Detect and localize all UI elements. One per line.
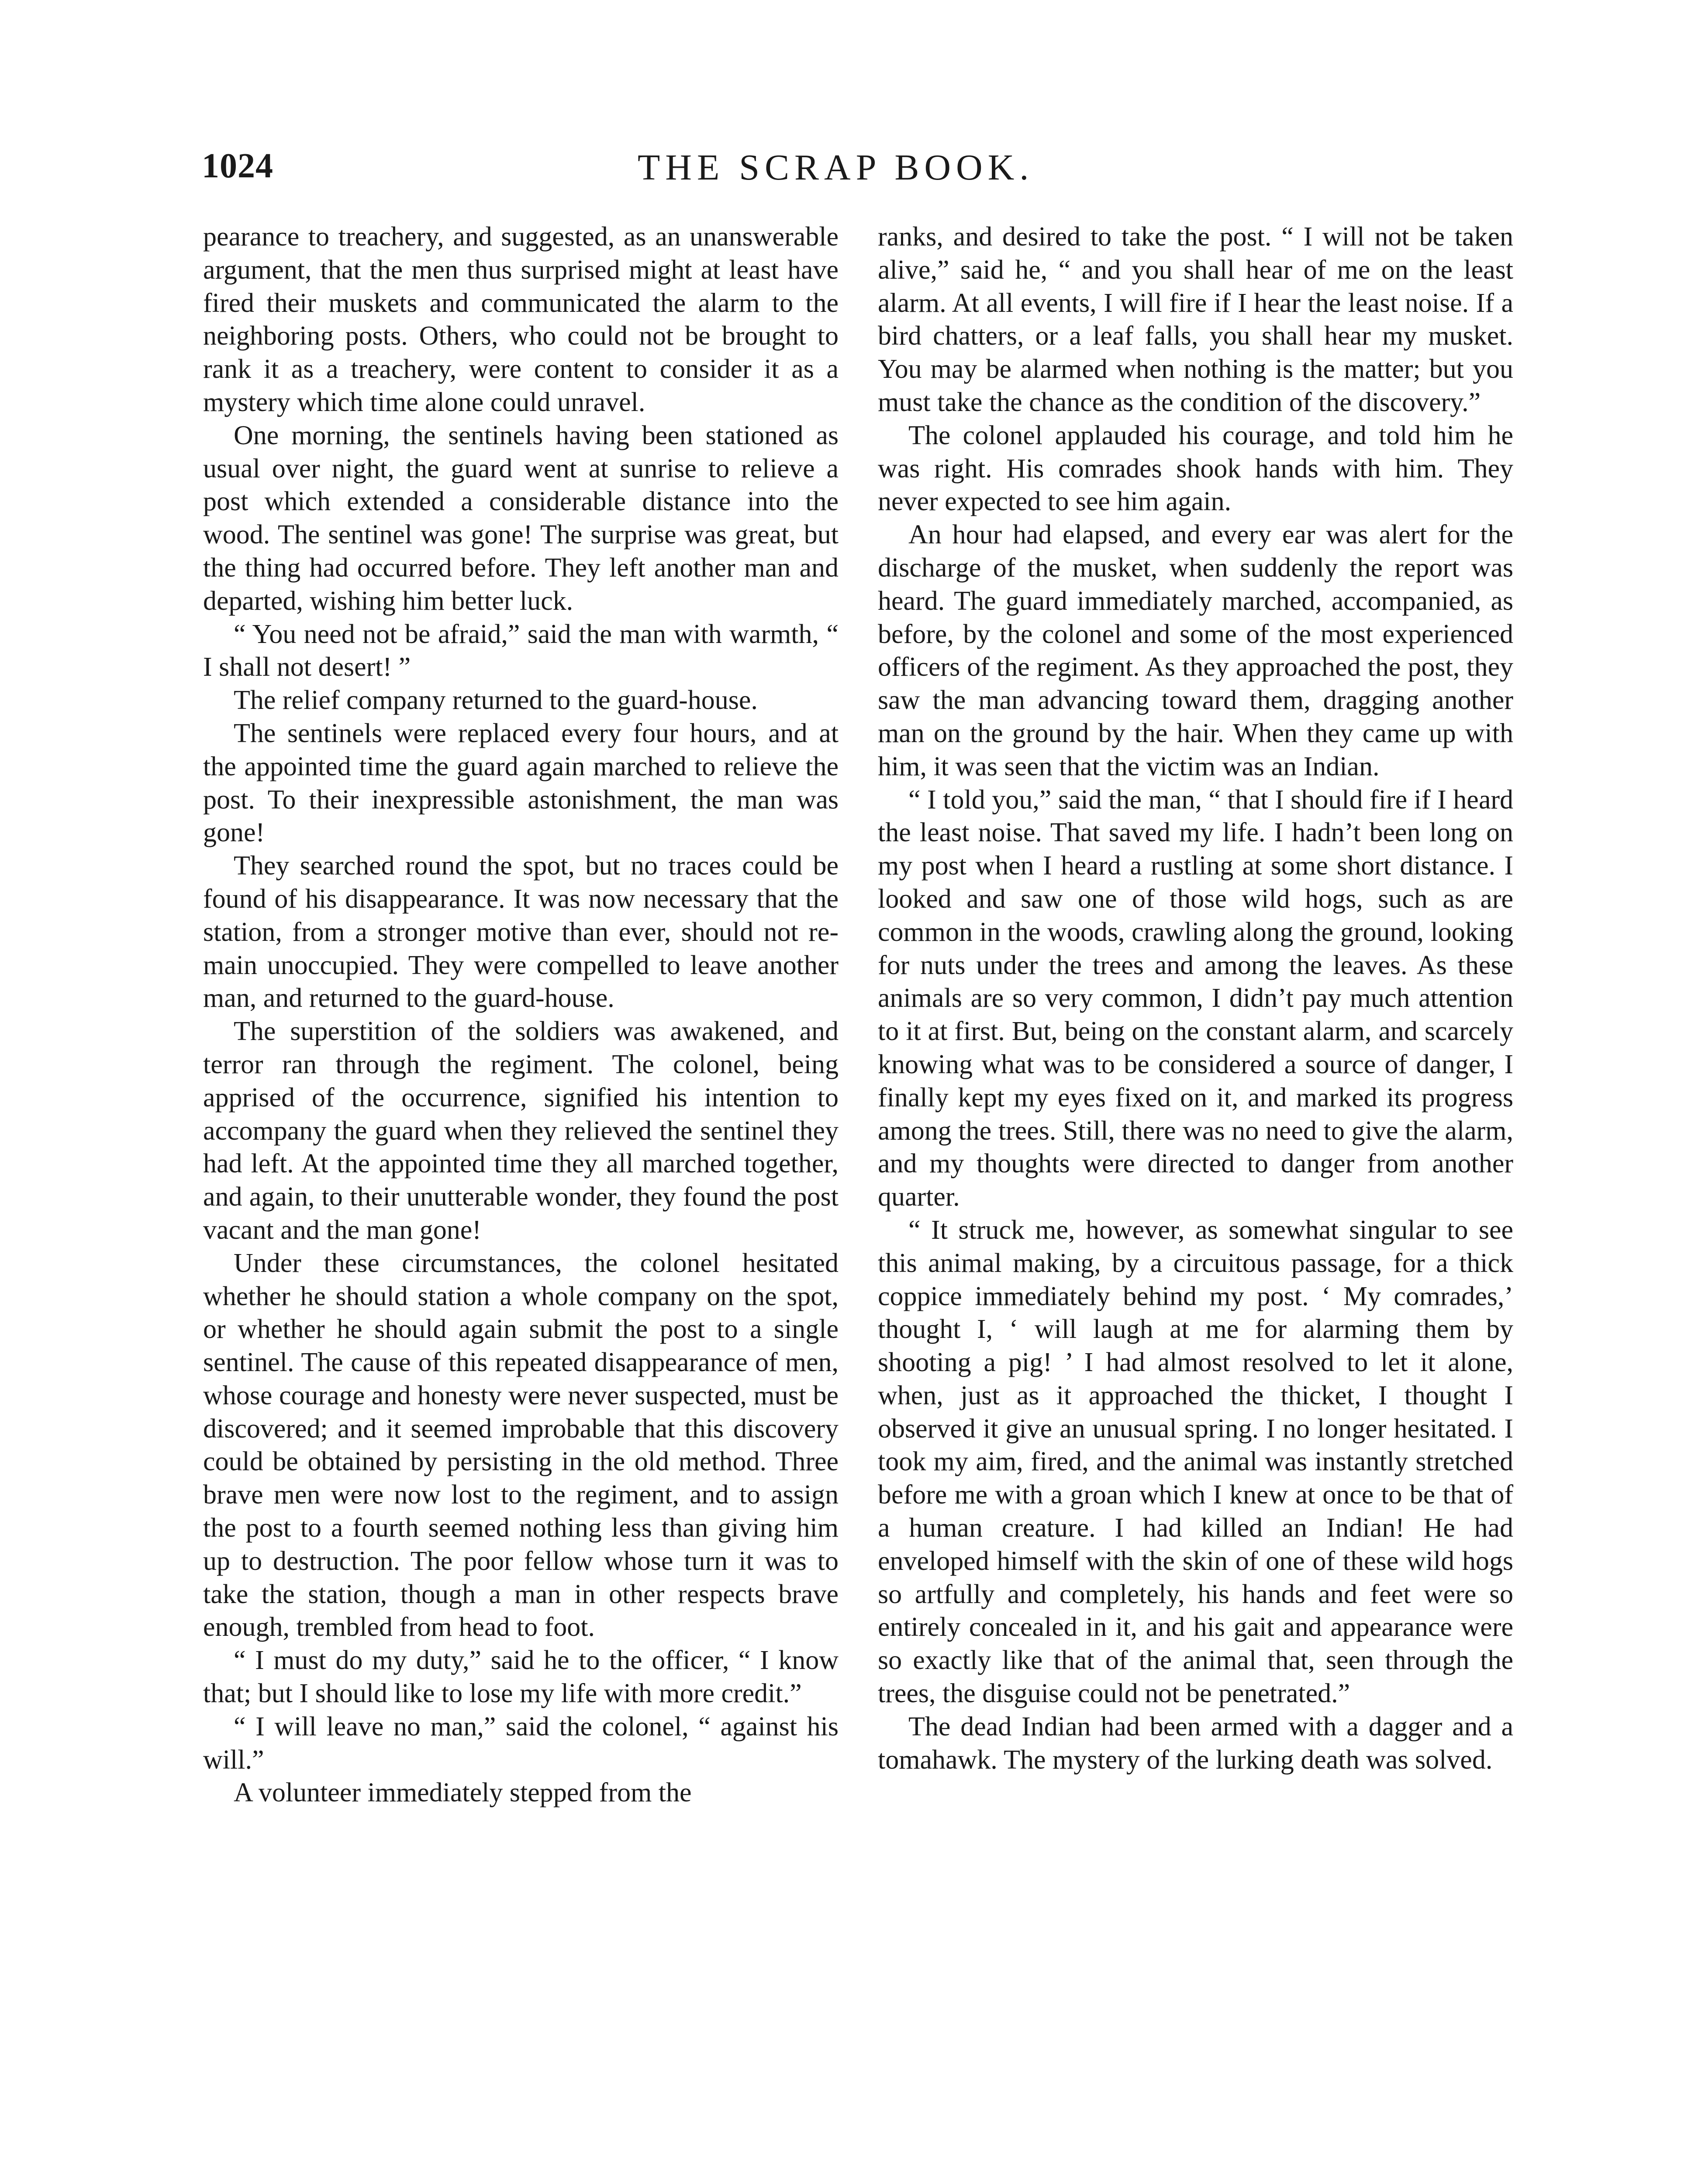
paragraph: “ It struck me, however, as somewhat singular to see this animal making, by a circuitous passage, for a thick coppice immediately behind my post. ‘ My comrades,’ thought I, ‘ will laugh at me for alarming them by shooting a pig! ’ I had almost resolved to let it alone, when, just as it approached the thicket, I thought I observed it give an unusual spring. I no longer hesitated. I took my aim, fired, and the animal was instantly stretched before me with a groan which I knew at once to be that of a human creature. I had killed an Indian! He had enveloped himself with the skin of one of these wild hogs so artfully and completely, his hands and feet were so entirely concealed in it, and his gait and appearance were so exactly like that of the animal that, seen through the trees, the disguise could not be penetrated.” xyxy=(878,1215,1513,1709)
paragraph: One morning, the sentinels having been stationed as usual over night, the guard went at sunrise to relieve a post which extended a considerable distance into the wood. The sentinel was gone! The surprise was great, but the thing had occurred before. They left another man and departed, wishing him better luck. xyxy=(203,420,839,616)
paragraph: A volunteer immediately stepped from the xyxy=(234,1778,692,1808)
paragraph: “ I must do my duty,” said he to the officer, “ I know that; but I should like to lose my life with more credit.” xyxy=(203,1645,839,1709)
running-head: THE SCRAP BOOK. xyxy=(638,147,1034,188)
paragraph: “ You need not be afraid,” said the man with warmth, “ I shall not desert! ” xyxy=(203,619,839,682)
paragraph: The superstition of the soldiers was awakened, and terror ran through the regiment. The colonel, being apprised of the occurrence, signified his intention to accompany the guard when they relieved the sentinel they had left. At the appointed time they all marched together, and again, to their unutterable wonder, they found the post vacant and the man gone! xyxy=(203,1016,839,1245)
paragraph: The dead Indian had been armed with a dagger and a tomahawk. The mystery of the lurking death was solved. xyxy=(878,1711,1513,1775)
paragraph: The sentinels were replaced every four hours, and at the appointed time the guard again marched to relieve the post. To their inexpressible astonishment, the man was gone! xyxy=(203,718,839,848)
paragraph: “ I will leave no man,” said the colonel, “ against his will.” xyxy=(203,1711,839,1775)
right-column xyxy=(878,221,1513,1776)
paragraph: An hour had elapsed, and every ear was alert for the discharge of the musket, when suddenly the report was heard. The guard immediately marched, accompanied, as before, by the colonel and some of the most experienced officers of the regiment. As they approached the post, they saw the man advancing toward them, dragging another man on the ground by the hair. When they came up with him, it was seen that the victim was an Indian. xyxy=(878,520,1513,781)
left-column xyxy=(203,221,839,1810)
paragraph: The relief company returned to the guard-house. xyxy=(234,685,758,715)
paragraph: Under these circumstances, the colonel hesitated whether he should station a whole company on the spot, or whether he should again submit the post to a single sentinel. The cause of this repeated disappearance of men, whose courage and honesty were never suspected, must be discovered; and it seemed improbable that this discovery could be obtained by persisting in the old method. Three brave men were now lost to the regiment, and to assign the post to a fourth seemed nothing less than giving him up to destruction. The poor fellow whose turn it was to take the station, though a man in other respects brave enough, trembled from head to foot. xyxy=(203,1248,839,1642)
paragraph: The colonel applauded his courage, and told him he was right. His comrades shook hands with him. They never expected to see him again. xyxy=(878,420,1513,517)
paragraph: ranks, and desired to take the post. “ I will not be taken alive,” said he, “ and you shall hear of me on the least alarm. At all events, I will fire if I hear the least noise. If a bird chatters, or a leaf falls, you shall hear my musket. You may be alarmed when nothing is the matter; but you must take the chance as the condition of the discovery.” xyxy=(878,222,1513,417)
paragraph: “ I told you,” said the man, “ that I should fire if I heard the least noise. That saved my life. I hadn’t been long on my post when I heard a rustling at some short distance. I looked and saw one of those wild hogs, such as are common in the woods, crawling along the ground, looking for nuts under the trees and among the leaves. As these animals are so very common, I didn’t pay much attention to it at first. But, being on the constant alarm, and scarcely knowing what was to be considered a source of danger, I finally kept my eyes fixed on it, and marked its progress among the trees. Still, there was no need to give the alarm, and my thoughts were directed to danger from another quarter. xyxy=(878,784,1513,1212)
paragraph: They searched round the spot, but no traces could be found of his disappearance. It was now necessary that the station, from a stronger motive than ever, should not remain unoccupied. They were compelled to leave another man, and returned to the guard-house. xyxy=(203,851,839,1013)
paragraph: pearance to treachery, and suggested, as an unanswerable argument, that the men thus surprised might at least have fired their muskets and communicated the alarm to the neighboring posts. Others, who could not be brought to rank it as a treachery, were content to consider it as a mystery which time alone could unravel. xyxy=(203,222,839,417)
page-number: 1024 xyxy=(202,147,273,185)
